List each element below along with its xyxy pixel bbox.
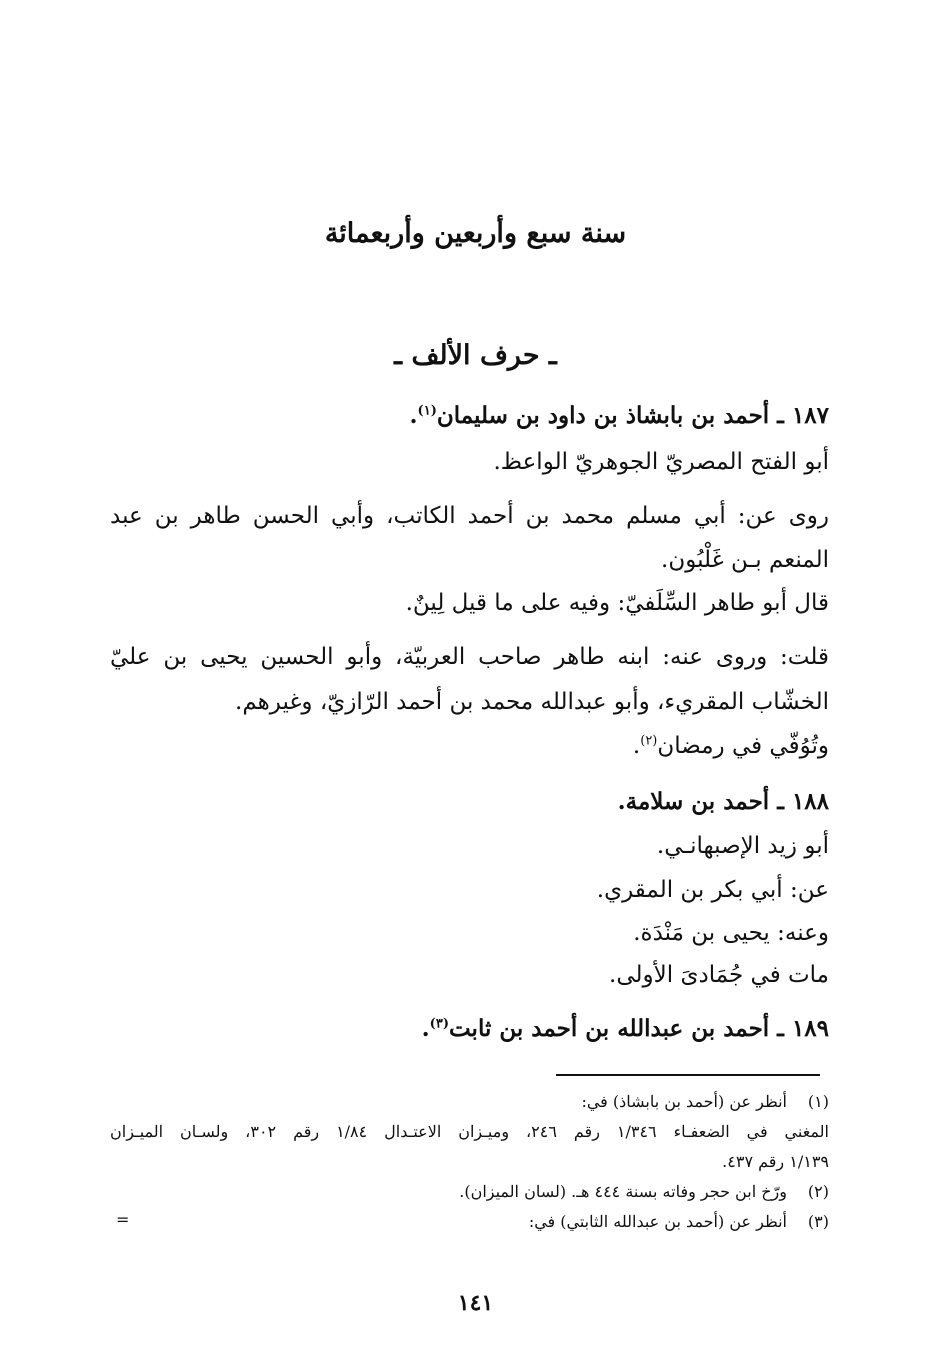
- continuation-mark: =: [116, 1210, 130, 1229]
- entry-188-title: ١٨٨ ـ أحمد بن سلامة.: [617, 788, 829, 815]
- footnote-2-number: (٢): [807, 1182, 829, 1201]
- footnote-2-text: ورّخ ابن حجر وفاته بسنة ٤٤٤ هـ. (لسان الميزان).: [459, 1182, 787, 1201]
- footnote-ref-3: (٣): [429, 1016, 449, 1032]
- entry-187-qultu-line1: قلت: وروى عنه: ابنه طاهر صاحب العربيّة، وأبو الحسين يحيى بن عليّ: [110, 644, 829, 670]
- footnote-separator: [556, 1074, 820, 1076]
- entry-187-riwaya-line1: روى عن: أبي مسلم محمد بن أحمد الكاتب، وأبي الحسن طاهر بن عبد: [110, 503, 829, 529]
- entry-187-silafi: قال أبو طاهر السِّلَفيّ: وفيه على ما قيل لِينٌ.: [405, 590, 829, 616]
- letter-section-heading: ـ حرف الألف ـ: [394, 340, 557, 371]
- entry-187-kunya: أبو الفتح المصريّ الجوهريّ الواعظ.: [493, 449, 829, 475]
- entry-187-title: ١٨٧ ـ أحمد بن بابشاذ بن داود بن سليمان$^{(١)}$.: [409, 402, 829, 429]
- entry-188-an: عن: أبي بكر بن المقري.: [596, 877, 829, 903]
- entry-189-title: ١٨٩ ـ أحمد بن عبدالله بن أحمد بن ثابت$^{(٣)}$.: [421, 1015, 829, 1042]
- footnote-3-number: (٣): [807, 1212, 829, 1231]
- entry-187-qultu-line2: الخشّاب المقريء، وأبو عبدالله محمد بن أحمد الرّازيّ، وغيرهم.: [235, 689, 829, 715]
- footnote-1-line1: أنظر عن (أحمد بن بابشاذ) في:: [581, 1092, 787, 1111]
- entry-187-death: وتُوُفّي في رمضان$^{(٢)}$.: [632, 733, 829, 759]
- footnote-ref-2: (٢): [640, 733, 658, 749]
- footnote-ref-1: (١): [417, 403, 437, 419]
- footnote-1-line3: ١/١٣٩ رقم ٤٣٧.: [722, 1152, 829, 1171]
- footnote-3-text: أنظر عن (أحمد بن عبدالله الثابتي) في:: [528, 1212, 787, 1231]
- entry-188-wa-anhu: وعنه: يحيى بن مَنْدَة.: [633, 920, 829, 946]
- footnote-1-line2: المغني في الضعفـاء ١/٣٤٦ رقم ٢٤٦، وميـزان الاعتـدال ١/٨٤ رقم ٣٠٢، ولسـان الميـزان: [110, 1122, 830, 1141]
- footnote-1-number: (١): [807, 1092, 829, 1111]
- entry-188-kunya: أبو زيد الإصبهانـي.: [656, 833, 829, 859]
- entry-187-name: ١٨٧ ـ أحمد بن بابشاذ بن داود بن سليمان: [436, 402, 829, 429]
- page-number: ١٤١: [457, 1290, 494, 1316]
- entry-187-riwaya-line2: المنعم بـن غَلْبُون.: [661, 547, 829, 573]
- year-heading: سنة سبع وأربعين وأربعمائة: [324, 218, 627, 249]
- entry-188-death: مات في جُمَادىَ الأولى.: [609, 962, 829, 988]
